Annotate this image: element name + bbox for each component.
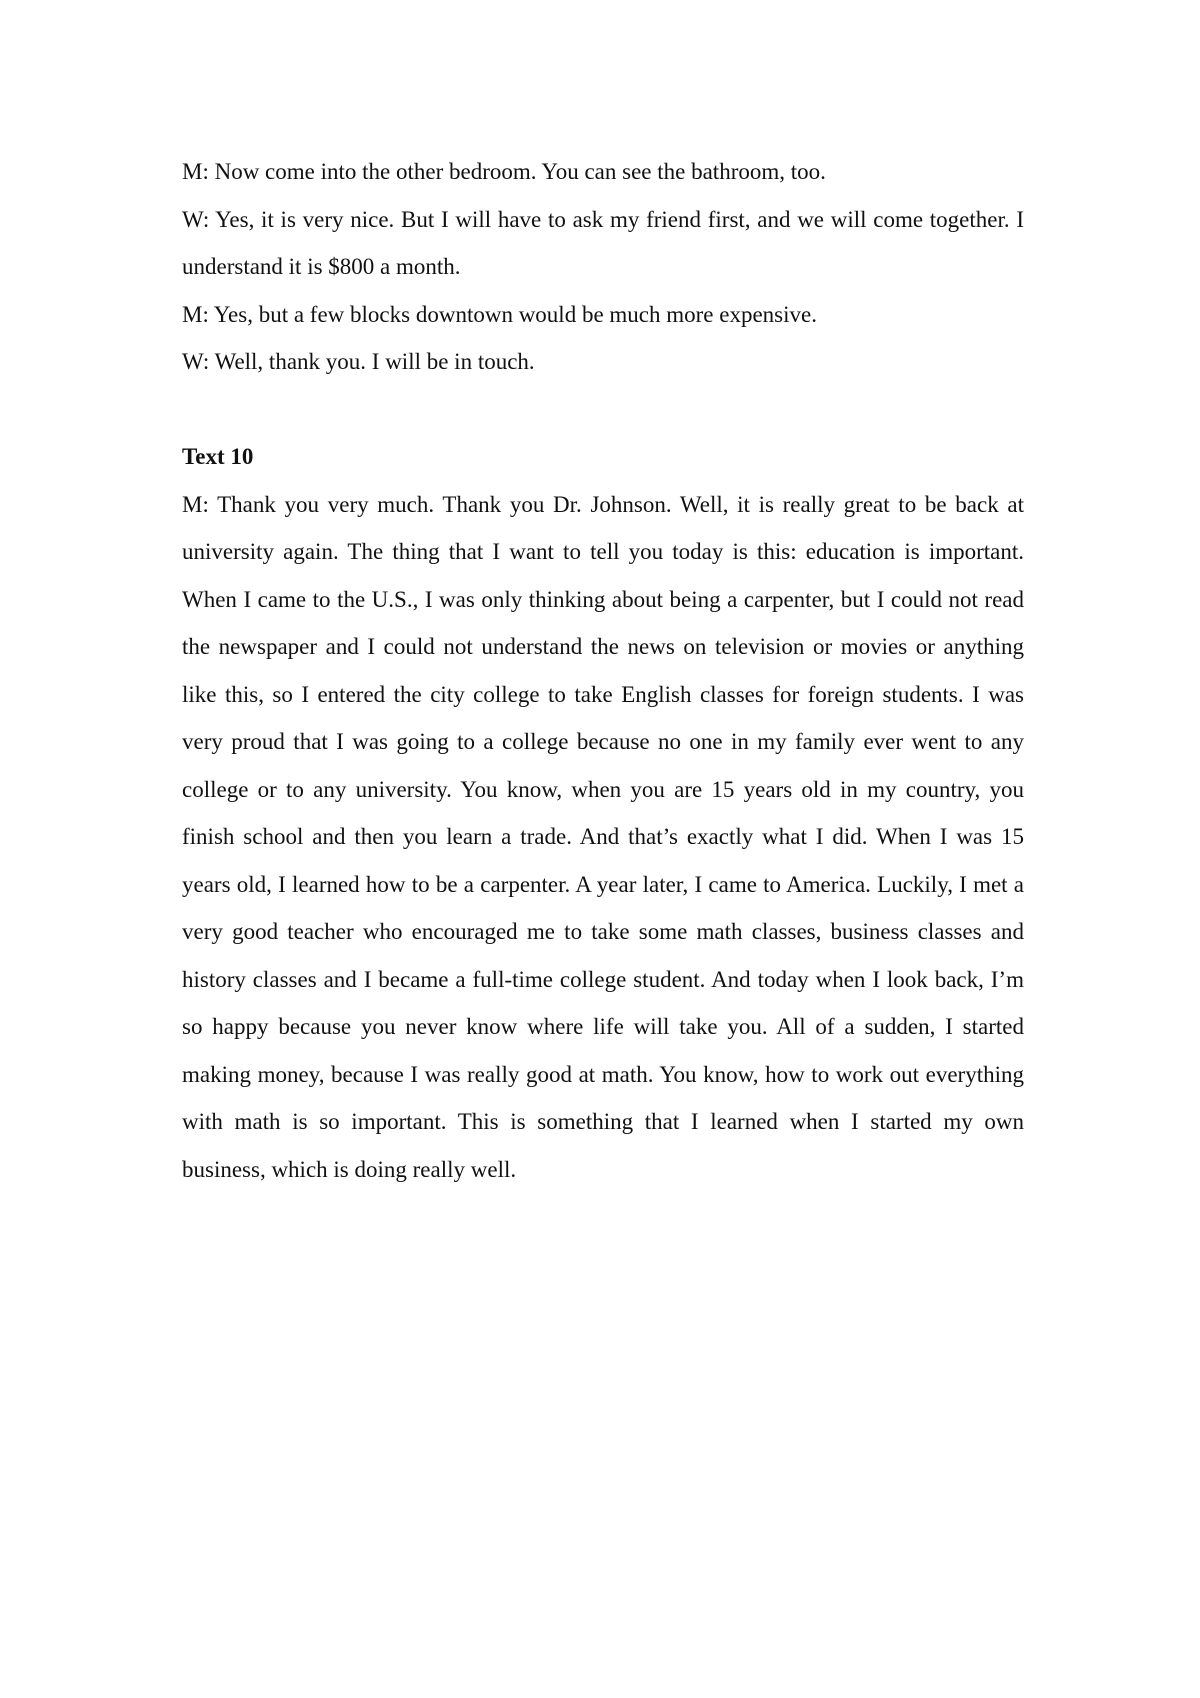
document-content: [182, 148, 1024, 1193]
dialogue-line: W: Well, thank you. I will be in touch.: [182, 349, 535, 374]
dialogue-line: W: Yes, it is very nice. But I will have to ask my friend first, and we will come together. I understand it is $800 a month.: [182, 206, 1024, 279]
dialogue-line: M: Yes, but a few blocks downtown would be much more expensive.: [182, 301, 817, 327]
section-spacer: [182, 386, 1024, 434]
dialogue-line: M: Now come into the other bedroom. You can see the bathroom, too.: [182, 159, 826, 184]
section-body: M: Thank you very much. Thank you Dr. Johnson. Well, it is really great to be back at university again. The thing that I want to tell you today is this: education is important. When I came to the U.S., I was only thinking about being a carpenter, but I could not read the newspaper and I could not understand the news on television or movies or anything like this, so I entered the city college to take English classes for foreign students. I was very proud that I was going to a college because no one in my family ever went to any college or to any university. You know, when you are 15 years old in my country, you finish school and then you learn a trade. And that’s exactly what I did. When I was 15 years old, I learned how to be a carpenter. A year later, I came to America. Luckily, I met a very good teacher who encouraged me to take some math classes, business classes and history classes and I became a full-time college student. And today when I look back, I’m so happy because you never know where life will take you. All of a sudden, I started making money, because I was really good at math. You know, how to work out everything with math is so important. This is something that I learned when I started my own business, which is doing really well.: [182, 491, 1024, 1182]
section-heading: Text 10: [182, 444, 254, 469]
